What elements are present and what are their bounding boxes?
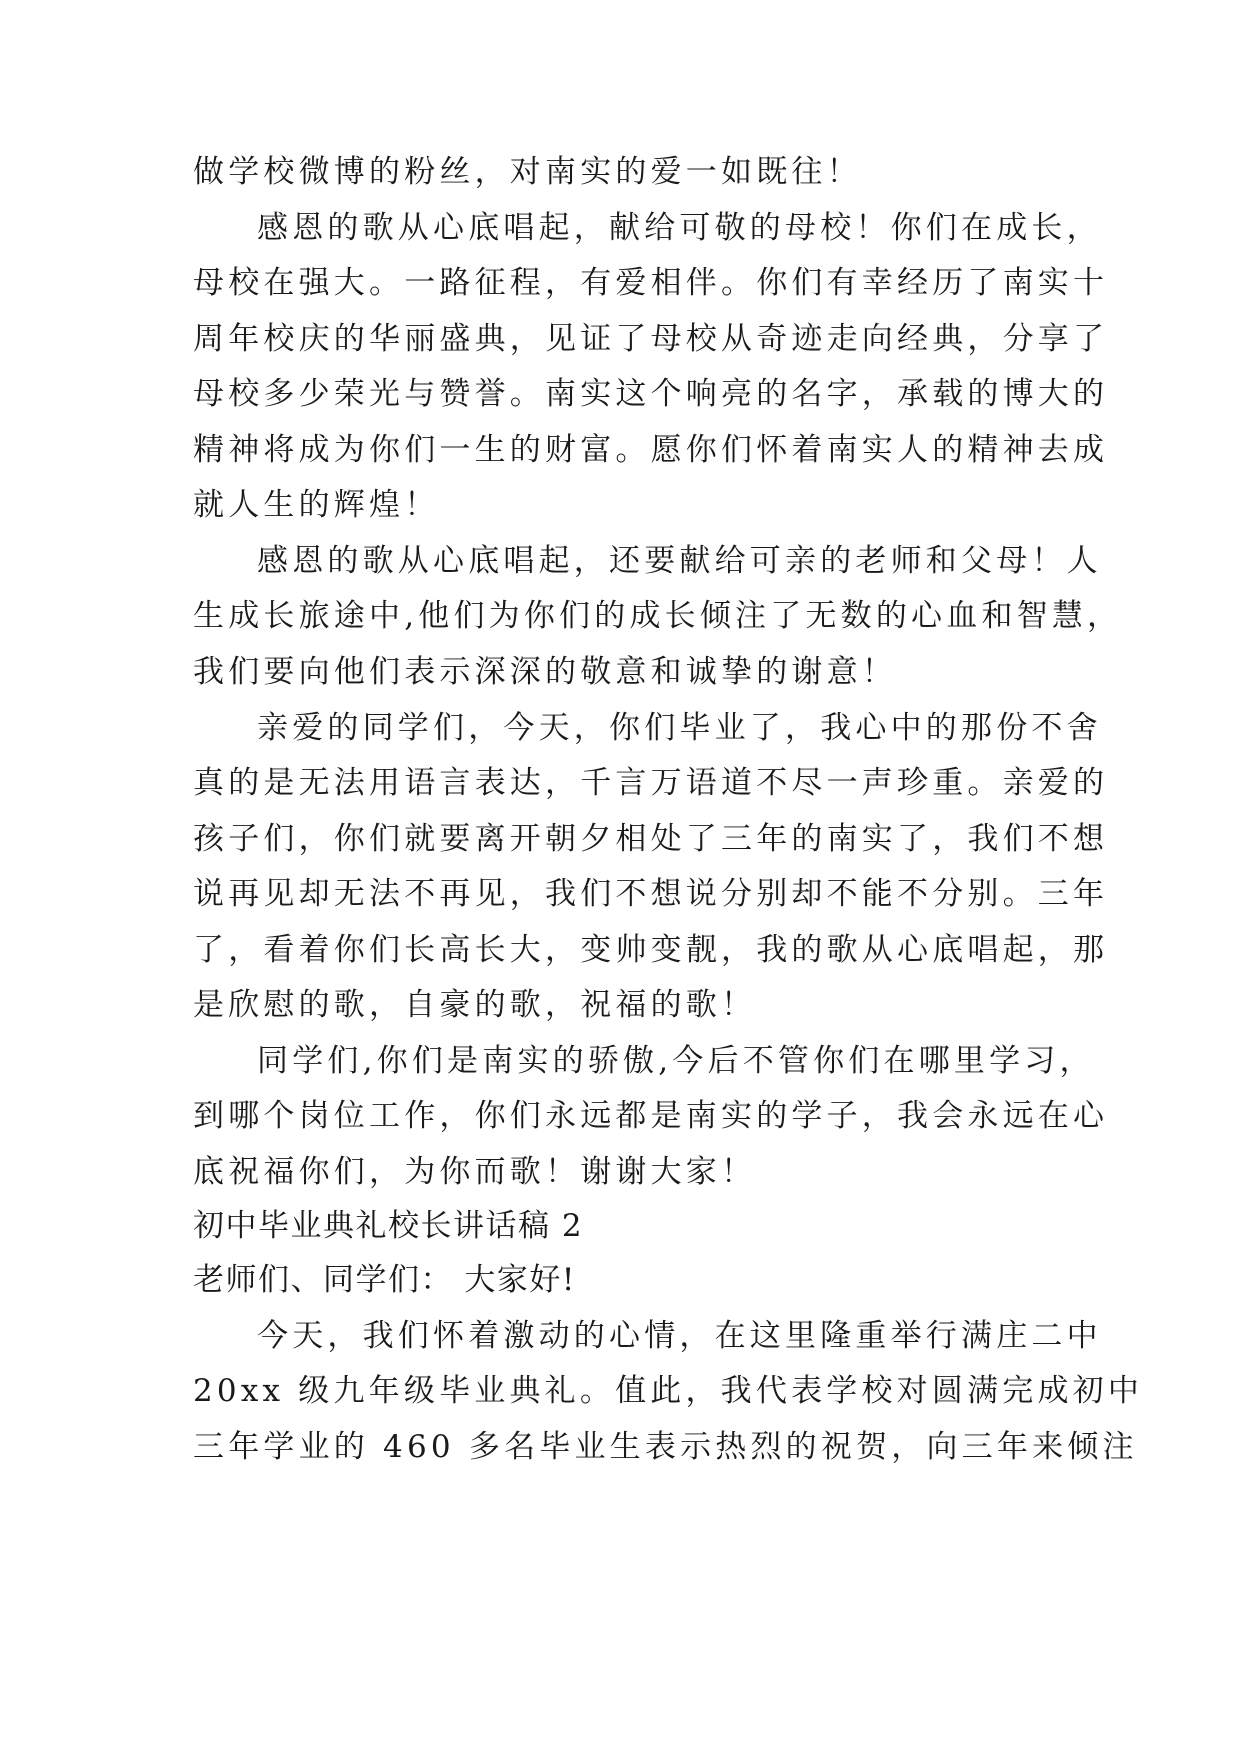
text-line: 是欣慰的歌，自豪的歌，祝福的歌！ [193, 987, 757, 1023]
section-heading: 初中毕业典礼校长讲话稿 2 [193, 1208, 584, 1244]
text-line: 三年学业的 460 多名毕业生表示热烈的祝贺，向三年来倾注 [193, 1429, 1138, 1465]
text-line: 底祝福你们，为你而歌！谢谢大家！ [193, 1154, 757, 1190]
paragraph-start-line: 感恩的歌从心底唱起，献给可敬的母校！你们在成长， [257, 210, 1102, 246]
text-line: 到哪个岗位工作，你们永远都是南实的学子，我会永远在心 [193, 1098, 1109, 1134]
text-line: 了，看着你们长高长大，变帅变靓，我的歌从心底唱起，那 [193, 932, 1109, 968]
text-line: 孩子们，你们就要离开朝夕相处了三年的南实了，我们不想 [193, 821, 1109, 857]
text-line: 我们要向他们表示深深的敬意和诚挚的谢意！ [193, 654, 897, 690]
salutation-line: 老师们、同学们： 大家好! [193, 1262, 576, 1298]
text-line: 精神将成为你们一生的财富。愿你们怀着南实人的精神去成 [193, 432, 1109, 468]
text-line: 母校在强大。一路征程，有爱相伴。你们有幸经历了南实十 [193, 265, 1109, 301]
text-line: 做学校微博的粉丝，对南实的爱一如既往！ [193, 154, 862, 190]
text-line: 真的是无法用语言表达，千言万语道不尽一声珍重。亲爱的 [193, 765, 1109, 801]
text-line: 就人生的辉煌！ [193, 487, 440, 523]
paragraph-start-line: 亲爱的同学们，今天，你们毕业了，我心中的那份不舍 [257, 710, 1102, 746]
paragraph-start-line: 感恩的歌从心底唱起，还要献给可亲的老师和父母！人 [257, 543, 1102, 579]
text-line: 周年校庆的华丽盛典，见证了母校从奇迹走向经典，分享了 [193, 321, 1109, 357]
paragraph-start-line: 同学们,你们是南实的骄傲,今后不管你们在哪里学习， [257, 1043, 1095, 1079]
paragraph-start-line: 今天，我们怀着激动的心情，在这里隆重举行满庄二中 [257, 1318, 1102, 1354]
text-line: 母校多少荣光与赞誉。南实这个响亮的名字，承载的博大的 [193, 376, 1109, 412]
text-line: 说再见却无法不再见，我们不想说分别却不能不分别。三年 [193, 876, 1109, 912]
text-line: 20xx 级九年级毕业典礼。值此，我代表学校对圆满完成初中 [193, 1373, 1144, 1409]
text-line: 生成长旅途中,他们为你们的成长倾注了无数的心血和智慧， [193, 598, 1123, 634]
